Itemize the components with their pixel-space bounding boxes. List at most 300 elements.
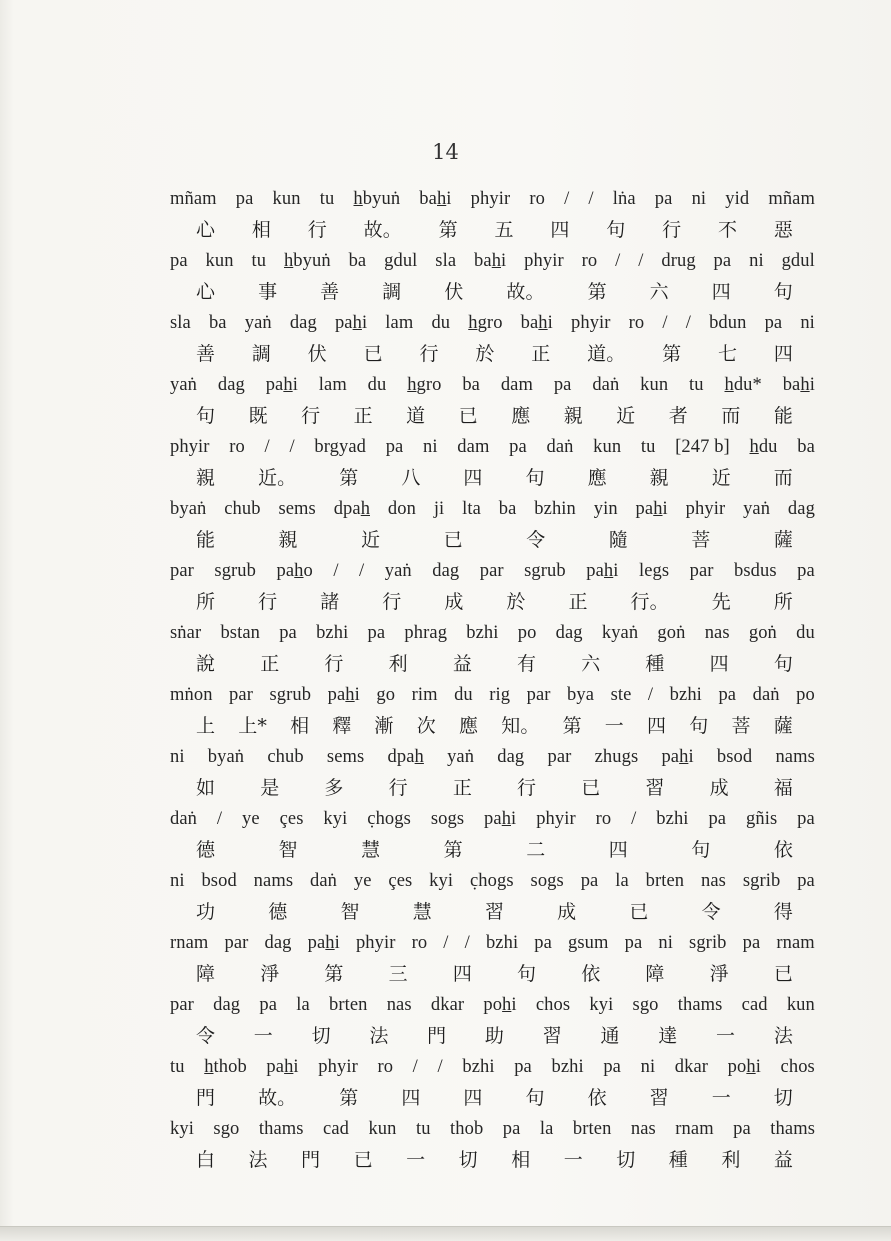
- tibetan-word: ro: [595, 809, 612, 829]
- chinese-character: 一: [406, 1149, 426, 1171]
- chinese-character: 四: [463, 467, 483, 489]
- tibetan-word: bzhi: [551, 1057, 584, 1077]
- tibetan-word: don: [387, 499, 416, 519]
- tibetan-word: ni: [423, 437, 438, 457]
- tibetan-word: sgrub: [524, 561, 566, 581]
- tibetan-word: c̣hogs: [469, 871, 514, 891]
- chinese-character: 既: [248, 405, 268, 427]
- chinese-character: 惡: [773, 219, 793, 241]
- tibetan-word: bdun: [709, 313, 747, 333]
- chinese-character: 心: [196, 281, 216, 303]
- tibetan-word: pa: [624, 933, 643, 953]
- tibetan-word: ba: [462, 375, 480, 395]
- tibetan-word: /: [638, 251, 644, 271]
- tibetan-word: dpah̲: [333, 499, 371, 519]
- chinese-character: 相: [290, 715, 310, 737]
- tibetan-word: pa: [534, 933, 552, 953]
- tibetan-word: par: [170, 995, 194, 1015]
- chinese-character: 句: [525, 1087, 545, 1109]
- chinese-character: 次: [416, 715, 436, 737]
- chinese-character: 種: [645, 653, 665, 675]
- chinese-character: 所: [196, 591, 216, 613]
- tibetan-word: goṅ: [657, 623, 686, 643]
- tibetan-word: pa: [764, 313, 783, 333]
- tibetan-word: poh̲i: [483, 995, 517, 1015]
- tibetan-word: pa: [170, 251, 188, 271]
- tibetan-word: pa: [509, 437, 527, 457]
- chinese-character: 親: [196, 467, 216, 489]
- chinese-character: 習: [484, 901, 505, 923]
- chinese-character: 慧: [412, 901, 432, 923]
- tibetan-word: h̲du*: [724, 375, 762, 395]
- tibetan-word: gñis: [746, 809, 778, 829]
- chinese-character: 能: [196, 529, 216, 551]
- tibetan-word: lam: [385, 313, 414, 333]
- tibetan-word: bah̲i: [419, 189, 452, 209]
- tibetan-word: /: [631, 809, 637, 829]
- tibetan-word: bzhi: [466, 623, 499, 643]
- tibetan-line: [170, 184, 815, 215]
- chinese-character: 四: [711, 281, 731, 303]
- chinese-character: 四: [608, 839, 628, 861]
- tibetan-word: rig: [489, 685, 511, 705]
- chinese-character: 已: [581, 777, 601, 799]
- chinese-character: 已: [363, 343, 383, 365]
- chinese-character: 第: [662, 343, 682, 365]
- tibetan-line: [170, 370, 815, 401]
- chinese-character: 說: [196, 653, 216, 675]
- tibetan-word: rim: [411, 685, 438, 705]
- tibetan-word: pah̲o: [276, 561, 313, 581]
- chinese-character: 相: [251, 219, 271, 241]
- tibetan-word: mñam: [170, 189, 217, 209]
- tibetan-word: /: [412, 1057, 418, 1077]
- tibetan-word: brten: [645, 871, 685, 891]
- chinese-character: 切: [458, 1149, 478, 1171]
- tibetan-word: ni: [170, 871, 185, 891]
- chinese-character: 是: [260, 777, 280, 799]
- tibetan-word: drug: [661, 251, 696, 271]
- chinese-character: 五: [494, 219, 514, 241]
- chinese-character: 智: [340, 901, 360, 923]
- tibetan-word: pa: [797, 871, 815, 891]
- tibetan-word: daṅ: [752, 685, 780, 705]
- chinese-character: 薩: [773, 529, 793, 551]
- tibetan-word: bsod: [716, 747, 753, 767]
- chinese-character: 道。: [587, 343, 626, 365]
- chinese-character: 三: [388, 963, 408, 985]
- tibetan-word: lam: [318, 375, 347, 395]
- chinese-character: 習: [645, 777, 665, 799]
- tibetan-word: pah̲i: [586, 561, 619, 581]
- chinese-character: 薩: [773, 715, 793, 737]
- chinese-character: 知。: [501, 715, 540, 737]
- tibetan-word: gdul: [384, 251, 418, 271]
- chinese-character: 門: [301, 1149, 321, 1171]
- tibetan-word: pa: [713, 251, 732, 271]
- chinese-character: 正: [353, 405, 373, 427]
- chinese-character: 第: [443, 839, 463, 861]
- chinese-character: 令: [701, 901, 721, 923]
- tibetan-word: ba: [348, 251, 367, 271]
- tibetan-word: dag: [432, 561, 460, 581]
- chinese-line: [170, 401, 815, 432]
- chinese-character: 一: [711, 1087, 731, 1109]
- chinese-character: 四: [550, 219, 570, 241]
- tibetan-word: bah̲i: [474, 251, 507, 271]
- chinese-character: 德: [196, 839, 216, 861]
- tibetan-word: /: [685, 313, 691, 333]
- tibetan-word: lta: [462, 499, 481, 519]
- tibetan-word: ba: [498, 499, 517, 519]
- tibetan-word: pa: [367, 623, 386, 643]
- chinese-character: 諸: [320, 591, 340, 613]
- tibetan-word: pa: [279, 623, 297, 643]
- tibetan-word: kyaṅ: [601, 623, 639, 643]
- tibetan-word: sogs: [530, 871, 564, 891]
- tibetan-word: bya: [567, 685, 595, 705]
- tibetan-word: daṅ: [309, 871, 337, 891]
- chinese-character: 故。: [258, 1087, 297, 1109]
- tibetan-word: /: [588, 189, 594, 209]
- chinese-character: 切: [616, 1149, 636, 1171]
- chinese-character: 法: [369, 1025, 389, 1047]
- chinese-character: 句: [773, 653, 793, 675]
- chinese-character: 漸: [374, 715, 394, 737]
- chinese-character: 法: [773, 1025, 793, 1047]
- chinese-character: 正: [568, 591, 588, 613]
- chinese-character: 智: [278, 839, 298, 861]
- tibetan-word: ro: [581, 251, 598, 271]
- tibetan-word: bzhi: [462, 1057, 495, 1077]
- chinese-character: 得: [773, 901, 793, 923]
- tibetan-word: sgrub: [214, 561, 257, 581]
- chinese-line: [170, 215, 815, 246]
- chinese-character: 障: [196, 963, 216, 985]
- tibetan-word: pa: [385, 437, 404, 457]
- chinese-character: 助: [484, 1025, 505, 1047]
- tibetan-word: pa: [797, 809, 815, 829]
- tibetan-word: nas: [386, 995, 412, 1015]
- tibetan-word: h̲thob: [204, 1057, 247, 1077]
- tibetan-line: [170, 432, 815, 463]
- tibetan-word: pah̲i: [334, 313, 368, 333]
- chinese-character: 應: [511, 405, 531, 427]
- tibetan-word: pa: [742, 933, 761, 953]
- tibetan-word: sla: [435, 251, 457, 271]
- tibetan-word: bzhi: [669, 685, 702, 705]
- tibetan-word: la: [296, 995, 310, 1015]
- chinese-character: 善: [196, 343, 216, 365]
- tibetan-word: phyir: [524, 251, 564, 271]
- tibetan-word: dam: [500, 375, 533, 395]
- tibetan-word: pa: [580, 871, 599, 891]
- chinese-character: 隨: [608, 529, 628, 551]
- tibetan-word: ro: [229, 437, 245, 457]
- chinese-character: 四: [401, 1087, 421, 1109]
- tibetan-word: nams: [775, 747, 815, 767]
- chinese-line: [170, 1145, 815, 1176]
- tibetan-word: pa: [718, 685, 737, 705]
- tibetan-word: yaṅ: [447, 747, 475, 767]
- chinese-character: 道: [406, 405, 426, 427]
- chinese-line: [170, 649, 815, 680]
- chinese-character: 淨: [260, 963, 280, 985]
- tibetan-word: rnam: [776, 933, 815, 953]
- chinese-character: 慧: [361, 839, 381, 861]
- tibetan-line: [170, 680, 815, 711]
- tibetan-word: pa: [514, 1057, 532, 1077]
- tibetan-word: thob: [450, 1119, 484, 1139]
- chinese-character: 第: [438, 219, 458, 241]
- tibetan-word: ro: [411, 933, 428, 953]
- tibetan-word: h̲gro: [468, 313, 503, 333]
- chinese-character: 利: [388, 653, 408, 675]
- tibetan-word: nas: [704, 623, 730, 643]
- tibetan-word: pah̲i: [265, 375, 298, 395]
- tibetan-word: dag: [289, 313, 317, 333]
- tibetan-word: ji: [433, 499, 445, 519]
- chinese-line: [170, 959, 815, 990]
- tibetan-word: par: [547, 747, 572, 767]
- tibetan-word: phyir: [170, 437, 210, 457]
- chinese-character: 能: [773, 405, 793, 427]
- chinese-character: 行: [662, 219, 682, 241]
- tibetan-word: pa: [654, 189, 673, 209]
- tibetan-word: phyir: [571, 313, 611, 333]
- tibetan-word: la: [539, 1119, 554, 1139]
- tibetan-word: po: [517, 623, 537, 643]
- tibetan-line: [170, 246, 815, 277]
- tibetan-word: bsdus: [734, 561, 777, 581]
- chinese-character: 近: [361, 529, 381, 551]
- tibetan-word: sgrib: [689, 933, 727, 953]
- tibetan-word: çes: [279, 809, 304, 829]
- tibetan-word: dag: [213, 995, 241, 1015]
- tibetan-word: chos: [780, 1057, 815, 1077]
- tibetan-word: tu: [415, 1119, 431, 1139]
- tibetan-word: goṅ: [748, 623, 777, 643]
- tibetan-word: ni: [640, 1057, 656, 1077]
- tibetan-word: nas: [630, 1119, 656, 1139]
- tibetan-word: sgo: [632, 995, 659, 1015]
- tibetan-word: legs: [638, 561, 670, 581]
- chinese-character: 成: [709, 777, 729, 799]
- tibetan-word: tu: [689, 375, 704, 395]
- tibetan-word: ba: [208, 313, 227, 333]
- tibetan-word: bzhi: [316, 623, 349, 643]
- tibetan-word: ni: [691, 189, 707, 209]
- chinese-character: 不: [717, 219, 738, 241]
- chinese-character: 句: [517, 963, 537, 985]
- chinese-character: 益: [773, 1149, 793, 1171]
- chinese-character: 相: [511, 1149, 531, 1171]
- chinese-character: 已: [773, 963, 793, 985]
- chinese-character: 利: [721, 1149, 741, 1171]
- tibetan-word: /: [333, 561, 339, 581]
- tibetan-word: byaṅ: [207, 747, 245, 767]
- tibetan-word: lṅa: [612, 189, 636, 209]
- tibetan-word: brgyad: [314, 437, 367, 457]
- chinese-character: 上: [196, 715, 216, 737]
- tibetan-word: ro: [628, 313, 645, 333]
- tibetan-word: dpah̲: [387, 747, 424, 767]
- tibetan-word: dam: [457, 437, 490, 457]
- tibetan-word: /: [216, 809, 223, 829]
- chinese-character: 德: [268, 901, 288, 923]
- chinese-character: 二: [526, 839, 546, 861]
- chinese-character: 四: [773, 343, 793, 365]
- tibetan-word: /: [464, 933, 470, 953]
- tibetan-word: phyir: [536, 809, 576, 829]
- tibetan-word: /: [564, 189, 570, 209]
- tibetan-word: sgrib: [742, 871, 781, 891]
- chinese-line: [170, 339, 815, 370]
- chinese-character: 句: [525, 467, 545, 489]
- tibetan-word: /: [615, 251, 621, 271]
- tibetan-word: ni: [749, 251, 764, 271]
- chinese-character: 句: [689, 715, 709, 737]
- tibetan-line: [170, 1052, 815, 1083]
- tibetan-word: pah̲i: [484, 809, 517, 829]
- tibetan-word: pa: [708, 809, 727, 829]
- chinese-character: 先: [711, 591, 731, 613]
- chinese-character: 親: [649, 467, 669, 489]
- chinese-character: 而: [721, 405, 741, 427]
- tibetan-word: thams: [258, 1119, 304, 1139]
- tibetan-word: par: [479, 561, 504, 581]
- tibetan-word: rnam: [170, 933, 209, 953]
- chinese-character: 心: [196, 219, 216, 241]
- chinese-character: 者: [668, 405, 688, 427]
- tibetan-word: nas: [701, 871, 726, 891]
- chinese-character: 法: [248, 1149, 268, 1171]
- tibetan-word: phyir: [318, 1057, 358, 1077]
- tibetan-line: [170, 618, 815, 649]
- tibetan-word: mñam: [768, 189, 815, 209]
- tibetan-word: yaṅ: [244, 313, 272, 333]
- tibetan-word: yaṅ: [384, 561, 412, 581]
- chinese-character: 通: [600, 1025, 620, 1047]
- chinese-character: 善: [320, 281, 340, 303]
- tibetan-word: pah̲i: [266, 1057, 299, 1077]
- tibetan-line: [170, 928, 815, 959]
- tibetan-word: pa: [603, 1057, 621, 1077]
- tibetan-word: ba: [797, 437, 815, 457]
- tibetan-word: pah̲i: [661, 747, 694, 767]
- tibetan-word: daṅ: [546, 437, 574, 457]
- tibetan-word: sems: [278, 499, 316, 519]
- chinese-character: 近: [616, 405, 636, 427]
- tibetan-word: phyir: [470, 189, 511, 209]
- tibetan-word: du: [454, 685, 473, 705]
- chinese-character: 句: [606, 219, 626, 241]
- tibetan-word: cad: [741, 995, 768, 1015]
- chinese-character: 近。: [258, 467, 297, 489]
- tibetan-word: zhugs: [594, 747, 639, 767]
- chinese-character: 句: [691, 839, 711, 861]
- tibetan-word: phyir: [685, 499, 726, 519]
- tibetan-word: du: [796, 623, 815, 643]
- chinese-character: 句: [196, 405, 216, 427]
- tibetan-word: brten: [572, 1119, 612, 1139]
- chinese-character: 行: [517, 777, 537, 799]
- tibetan-word: kun: [368, 1119, 397, 1139]
- tibetan-word: /: [264, 437, 270, 457]
- chinese-character: 事: [258, 281, 278, 303]
- tibetan-word: daṅ: [170, 809, 198, 829]
- chinese-character: 一: [716, 1025, 736, 1047]
- tibetan-word: pa: [235, 189, 254, 209]
- chinese-line: [170, 835, 815, 866]
- tibetan-word: kun: [786, 995, 815, 1015]
- tibetan-line: [170, 990, 815, 1021]
- tibetan-word: par: [224, 933, 249, 953]
- tibetan-word: mṅon: [170, 685, 213, 705]
- chinese-character: 淨: [709, 963, 729, 985]
- chinese-character: 成: [444, 591, 464, 613]
- chinese-character: 已: [458, 405, 478, 427]
- tibetan-word: sems: [326, 747, 365, 767]
- tibetan-word: /: [443, 933, 449, 953]
- chinese-line: [170, 1021, 815, 1052]
- tibetan-word: h̲byuṅ: [283, 251, 331, 271]
- tibetan-word: du: [431, 313, 451, 333]
- tibetan-word: kyi: [170, 1119, 194, 1139]
- chinese-character: 八: [401, 467, 421, 489]
- tibetan-word: ye: [242, 809, 260, 829]
- chinese-line: [170, 711, 815, 742]
- tibetan-word: gdul: [781, 251, 815, 271]
- chinese-character: 福: [773, 777, 793, 799]
- tibetan-line: [170, 308, 815, 339]
- chinese-character: 切: [311, 1025, 331, 1047]
- tibetan-word: bsod: [201, 871, 237, 891]
- tibetan-word: pah̲i: [635, 499, 668, 519]
- tibetan-word: h̲byuṅ: [353, 189, 401, 209]
- chinese-character: 門: [427, 1025, 447, 1047]
- tibetan-word: pa: [259, 995, 278, 1015]
- tibetan-word: par: [526, 685, 551, 705]
- tibetan-word: bzhi: [656, 809, 689, 829]
- chinese-character: 六: [581, 653, 601, 675]
- chinese-line: [170, 773, 815, 804]
- tibetan-word: h̲gro: [407, 375, 442, 395]
- tibetan-word: pa: [797, 561, 815, 581]
- chinese-character: 第: [562, 715, 582, 737]
- chinese-character: 正: [452, 777, 472, 799]
- tibetan-word: /: [289, 437, 295, 457]
- page-number: 14: [432, 140, 459, 164]
- tibetan-word: ni: [658, 933, 673, 953]
- chinese-character: 應: [459, 715, 479, 737]
- tibetan-word: tu: [170, 1057, 185, 1077]
- chinese-character: 種: [668, 1149, 688, 1171]
- chinese-character: 親: [278, 529, 298, 551]
- chinese-character: 四: [709, 653, 729, 675]
- tibetan-word: tu: [251, 251, 267, 271]
- chinese-character: 一: [253, 1025, 273, 1047]
- tibetan-line: [170, 494, 815, 525]
- chinese-character: 而: [773, 467, 793, 489]
- chinese-character: 門: [196, 1087, 216, 1109]
- chinese-character: 第: [339, 467, 359, 489]
- chinese-character: 於: [506, 591, 526, 613]
- chinese-character: 行: [388, 777, 408, 799]
- tibetan-word: dag: [787, 499, 815, 519]
- chinese-line: [170, 277, 815, 308]
- chinese-line: [170, 587, 815, 618]
